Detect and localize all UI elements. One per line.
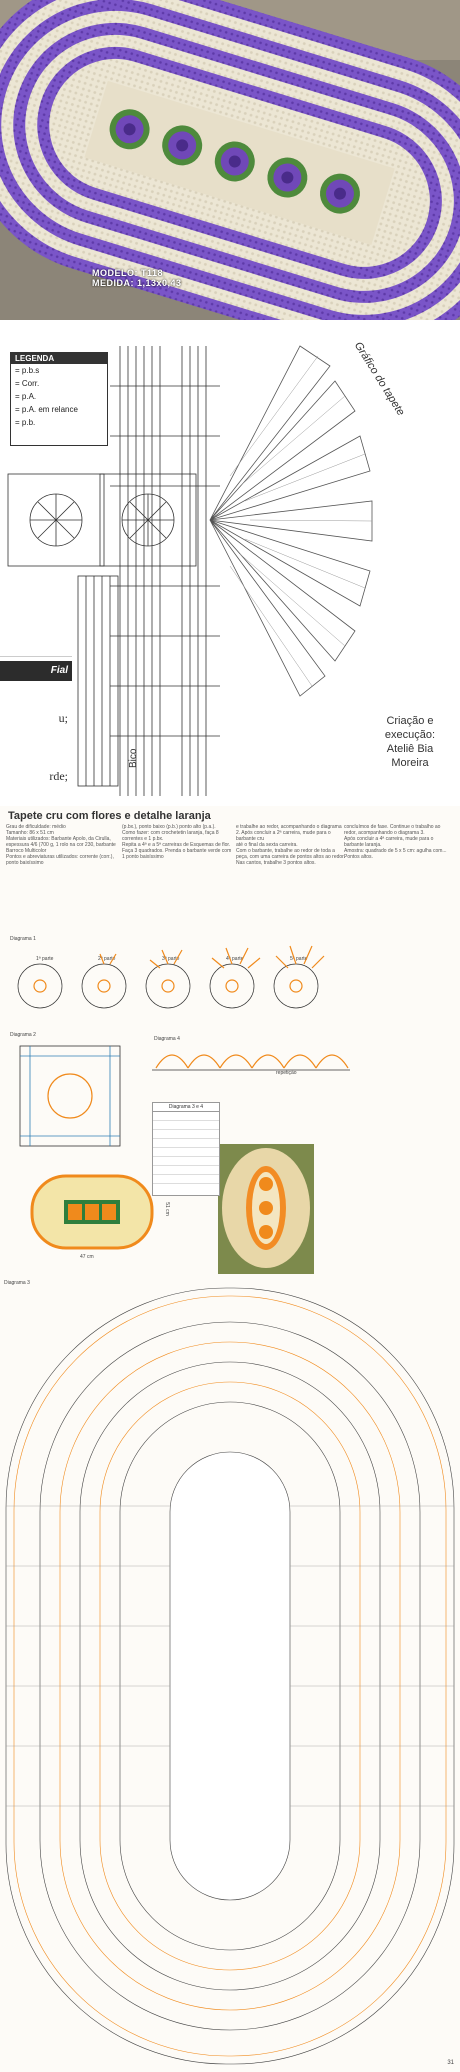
- text-line: Grau de dificuldade: médio: [6, 824, 66, 830]
- stitch-table-title: Diagrama 3 e 4: [153, 1103, 219, 1112]
- step-label: 1ª parte: [36, 956, 54, 962]
- photo-caption-size: MEDIDA: 1,13x0,43: [92, 278, 182, 288]
- text-line: Como fazer: com crochetetin laranja, faça 8 correntes e 1 p.bx.: [122, 830, 219, 842]
- step-label: 2ª parte: [98, 956, 116, 962]
- brand-line: rde;: [49, 769, 68, 783]
- chart-legend: [10, 352, 108, 446]
- diagram-2-label: Diagrama 2: [10, 1032, 36, 1038]
- dimension-width: 47 cm: [80, 1254, 94, 1260]
- text-line: (p.bx.), ponto baixo (p.b.) ponto alto (p.a.).: [122, 824, 216, 830]
- rug-photo-graphic: [0, 0, 460, 320]
- legend-item: = p.A.: [15, 392, 37, 401]
- rug-photo: [0, 0, 460, 320]
- brand-tag: Fial: [0, 661, 72, 681]
- text-line: Tamanho: 86 x 51 cm: [6, 830, 54, 836]
- legend-item: = p.b.s: [15, 366, 40, 375]
- credit-line: Moreira: [391, 757, 429, 769]
- text-line: Materiais utilizados: Barbante Apolo, da Cirulla, espessura 4/6 (700 g, 1 rolo na cor 230, barbante Barroco Multicolor: [6, 836, 116, 854]
- brand-corner: [0, 656, 72, 800]
- text-line: concluímos de fase. Continue o trabalho ao redor, acompanhando o diagrama 3.: [344, 824, 441, 836]
- repeat-label: repetição: [276, 1070, 297, 1076]
- legend-item: = p.A. em relance: [15, 405, 78, 414]
- magazine-title: Tapete cru com flores e detalhe laranja: [8, 810, 211, 822]
- stitch-table: [152, 1102, 220, 1196]
- step-label: 4ª parte: [226, 956, 244, 962]
- text-line: Faça 3 quadrados. Prenda o barbante verde com 1 ponto baixíssimo: [122, 848, 232, 860]
- diagram-1-label: Diagrama 1: [10, 936, 36, 942]
- text-line: Após concluir a 4ª carreira, mude para o barbante laranja.: [344, 836, 434, 848]
- text-line: e trabalhe ao redor, acompanhando o diagrama 2. Após concluir a 2ª carreira, mude para o barbante cru: [236, 824, 342, 842]
- legend-item: = p.b.: [15, 418, 36, 427]
- credit-line: Ateliê Bia: [386, 743, 434, 755]
- page-number: 31: [447, 2060, 454, 2066]
- text-line: Pontos altos.: [344, 854, 373, 860]
- chart-credit: [360, 714, 460, 770]
- diagram-4-label: Diagrama 4: [154, 1036, 180, 1042]
- legend-item: = Corr.: [15, 379, 40, 388]
- credit-line: execução:: [384, 729, 436, 741]
- text-line: Com o barbante, trabalhe ao redor de toda a peça, com uma carreira de pontos altos ao redor.: [236, 848, 345, 860]
- brand-line: u;: [58, 711, 68, 725]
- text-line: até o final da sexta carreira.: [236, 842, 298, 848]
- magazine-diagrams: [0, 806, 460, 2072]
- photo-caption-model: MODELO: T118: [92, 268, 164, 278]
- text-line: Nas cantos, trabalhe 3 pontos altos.: [236, 860, 316, 866]
- step-label: 3ª parte: [162, 956, 180, 962]
- text-line: Amostra: quadrado de 5 x 5 cm: agulha com...: [344, 848, 447, 854]
- dimension-height: 51 cm: [163, 1202, 170, 1216]
- bico-label: Bico: [128, 748, 139, 768]
- chart-title: Gráfico do tapete: [351, 340, 407, 418]
- diagram-3-label: Diagrama 3: [4, 1280, 30, 1286]
- legend-title: LEGENDA: [11, 353, 107, 364]
- crochet-chart-page: [0, 326, 460, 800]
- text-line: Repita a 4ª e a 5ª carreiras de Esquemas de flor.: [122, 842, 231, 848]
- photo-caption: [92, 268, 182, 288]
- step-label: 5ª parte: [290, 956, 308, 962]
- credit-line: Criação e: [386, 715, 434, 727]
- text-line: Pontos e abreviaturas utilizados: corrente (corr.), ponto baixíssimo: [6, 854, 114, 866]
- magazine-page: [0, 806, 460, 2072]
